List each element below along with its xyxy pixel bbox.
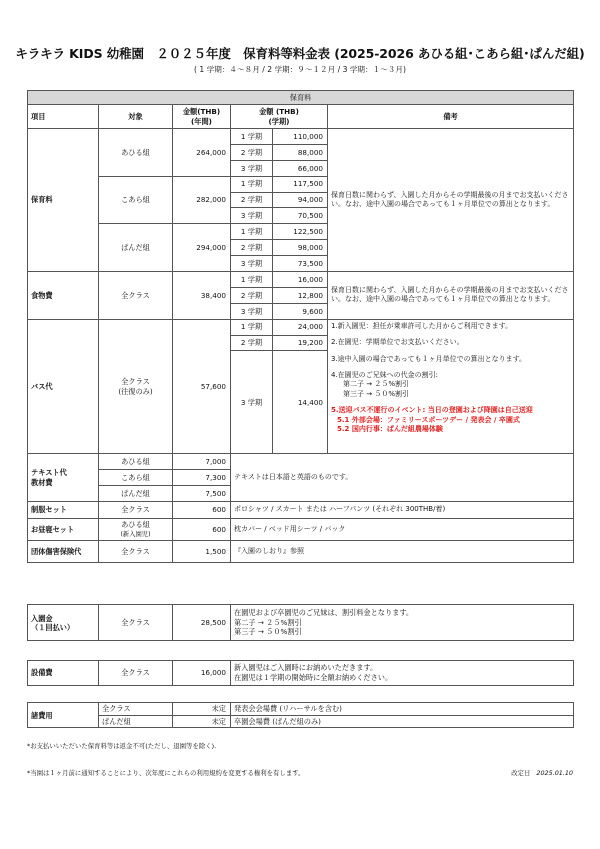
term-label: 3 学期 [231,208,273,224]
col-item: 項目 [28,105,99,129]
page-title: キラキラ KIDS 幼稚園 ２０２５年度 保育料等料金表 (2025-2026 あひる組･こあら組･ぱんだ組) [15,46,585,61]
misc-remark: 卒園会場費 (ぱんだ組のみ) [231,715,574,728]
textbook-amount: 7,300 [173,470,231,486]
misc-target: ぱんだ組 [99,715,173,728]
bus-note-4: 4.在園児のご兄妹への代金の割引: [331,371,439,379]
facility-remark-1: 新入園児はご入園時にお納めいただきます。 [234,663,378,673]
uniform-target: 全クラス [99,502,173,519]
footer-terms-note: *当園は１ヶ月前に通知することにより、次年度にこれらの利用規約を変更する権利を有します。 [27,769,305,777]
term-amount: 9,600 [273,303,328,319]
textbook-amount: 7,500 [173,486,231,502]
nap-target [99,519,173,541]
admission-table [27,604,574,641]
page-subtitle: ( 1 学期：４～８月 / 2 学期：９～１２月 / 3 学期：１～３月) [194,65,406,74]
tuition-target: あひる組 [99,129,173,177]
textbook-label: テキスト代 教材費 [28,454,99,502]
facility-label: 設備費 [28,661,99,686]
term-amount: 98,000 [273,240,328,256]
tuition-yearly: 282,000 [173,176,231,224]
bus-note-5: 5.送迎バス不運行のイベント: 当日の登園および降園は自己送迎 [331,406,533,415]
misc-target: 全クラス [99,703,173,716]
tuition-yearly: 294,000 [173,224,231,272]
nap-target-sub: (新入園児) [120,530,151,538]
footer-revised [511,768,573,777]
tuition-remark: 保育日数に関わらず、入園した月からその学期最後の月までお支払いください。なお、途中入園の場合であっても１ヶ月単位での算出となります。 [328,129,574,272]
misc-label: 諸費用 [28,703,99,728]
bus-note-1: 1.新入園児：担任が乗車許可した月からご利用できます。 [331,321,513,330]
term-amount: 16,000 [273,272,328,288]
bus-label: バス代 [28,319,99,454]
tuition-label: 保育料 [28,129,99,272]
term-label: 3 学期 [231,160,273,176]
nap-amount: 600 [173,519,231,541]
facility-remark [231,661,574,686]
uniform-amount: 600 [173,502,231,519]
nap-label: お昼寝セット [28,519,99,541]
term-amount: 12,800 [273,287,328,303]
tuition-yearly: 264,000 [173,129,231,177]
revised-label: 改定日 [511,769,531,777]
bus-note-4b: 第三子 → ５０%割引 [343,389,409,398]
term-label: 1 学期 [231,319,273,335]
admission-remark-2: 第二子 → ２５%割引 [234,617,302,627]
tuition-target: こあら組 [99,176,173,224]
uniform-label: 制服セット [28,502,99,519]
insurance-remark: 『入園のしおり』参照 [231,541,574,563]
bus-target [99,319,173,454]
tuition-table [27,90,574,563]
facility-amount: 16,000 [173,661,231,686]
misc-table [27,702,574,728]
term-amount: 24,000 [273,319,328,335]
term-label: 3 学期 [231,256,273,272]
col-amount-term: 金額 (THB) (学期) [231,105,328,129]
term-amount: 117,500 [273,176,328,192]
textbook-remark: テキストは日本語と英語のものです。 [231,454,574,502]
term-amount: 66,000 [273,160,328,176]
term-amount: 14,400 [273,351,328,454]
term-amount: 73,500 [273,256,328,272]
bus-note-5a: 5.1 外部会場：ファミリースポーツデー / 発表会 / 卒園式 [337,415,520,424]
bus-yearly: 57,600 [173,319,231,454]
term-label: 3 学期 [231,303,273,319]
admission-label: 入園金 （１回払い） [28,605,99,641]
term-label: 2 学期 [231,192,273,208]
admission-target: 全クラス [99,605,173,641]
term-label: 2 学期 [231,240,273,256]
meal-label: 食物費 [28,272,99,320]
term-label: 3 学期 [231,351,273,454]
meal-target: 全クラス [99,272,173,320]
term-label: 1 学期 [231,272,273,288]
term-label: 1 学期 [231,129,273,145]
admission-remark [231,605,574,641]
term-amount: 70,500 [273,208,328,224]
facility-target: 全クラス [99,661,173,686]
misc-amount: 未定 [173,703,231,716]
misc-amount: 未定 [173,715,231,728]
term-label: 1 学期 [231,224,273,240]
col-remarks: 備考 [328,105,574,129]
revised-date: 2025.01.10 [536,769,573,777]
insurance-target: 全クラス [99,541,173,563]
bus-target-sub: (往復のみ) [118,386,153,396]
meal-yearly: 38,400 [173,272,231,320]
term-amount: 19,200 [273,335,328,351]
nap-target-main: あひる組 [121,520,150,530]
term-amount: 88,000 [273,144,328,160]
bus-note-5b: 5.2 国内行事：ぱんだ組農場体験 [337,425,443,434]
uniform-remark: ポロシャツ / スカート または ハーフパンツ (それぞれ 300THB/着) [231,502,574,519]
insurance-label: 団体傷害保険代 [28,541,99,563]
term-label: 1 学期 [231,176,273,192]
facility-table [27,660,574,686]
admission-remark-1: 在園児および卒園児のご兄妹は、割引料金となります。 [234,607,414,617]
misc-remark: 発表会会場費 (リハーサルを含む) [231,703,574,716]
insurance-amount: 1,500 [173,541,231,563]
textbook-target: ぱんだ組 [99,486,173,502]
section-header: 保育料 [28,91,574,105]
meal-remark: 保育日数に関わらず、入園した月からその学期最後の月までお支払いください。なお、途中入園の場合であっても１ヶ月単位での算出となります。 [328,272,574,320]
term-label: 2 学期 [231,335,273,351]
textbook-target: あひる組 [99,454,173,470]
textbook-amount: 7,000 [173,454,231,470]
nap-remark: 枕カバー / ベッド用シーツ / バック [231,519,574,541]
facility-remark-2: 在園児は１学期の開始時に全額お納めください。 [234,673,393,682]
admission-remark-3: 第三子 → ５０%割引 [234,627,302,637]
col-amount-year: 金額(THB) (年間) [173,105,231,129]
bus-note-4a: 第二子 → ２５%割引 [343,380,409,389]
bus-target-main: 全クラス [121,377,150,387]
tuition-target: ぱんだ組 [99,224,173,272]
term-amount: 110,000 [273,129,328,145]
col-target: 対象 [99,105,173,129]
footer-refund-note: *お支払いいただいた保育料等は返金不可(ただし、退園等を除く). [27,742,217,750]
term-label: 2 学期 [231,287,273,303]
admission-amount: 28,500 [173,605,231,641]
bus-note-3: 3.途中入園の場合であっても１ヶ月単位での算出となります。 [331,354,527,363]
bus-note-2: 2.在園児：学期単位でお支払いください。 [331,338,464,347]
term-amount: 94,000 [273,192,328,208]
term-label: 2 学期 [231,144,273,160]
term-amount: 122,500 [273,224,328,240]
bus-remark [328,319,574,454]
textbook-target: こあら組 [99,470,173,486]
